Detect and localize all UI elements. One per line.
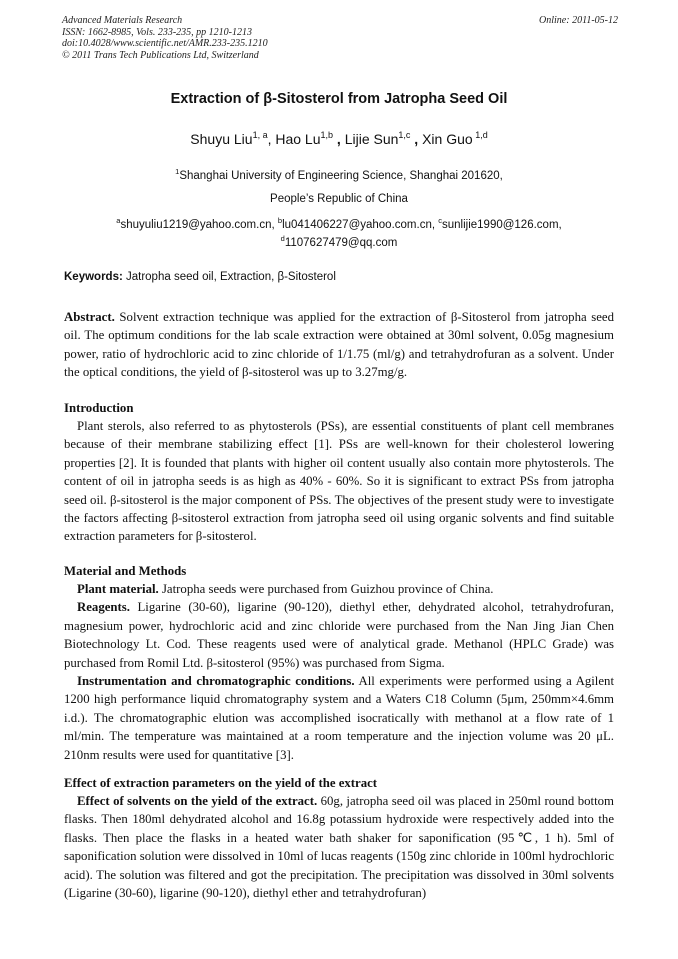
affiliation-line-1: [0, 167, 678, 182]
copyright-line: © 2011 Trans Tech Publications Ltd, Switzerland: [62, 49, 259, 61]
author-sep: ,: [267, 131, 276, 147]
abstract-text: Solvent extraction technique was applied for the extraction of β-Sitosterol from jatropha seed oil. The optimum conditions for the lab scale extraction were obtained at 30ml solvent, 0.05g magnesium power, ratio of hydrochloric acid to zinc chloride of 1/1.75 (ml/g) and tetrahydrofuran as a solvent. Under the optical conditions, the yield of β-sitosterol was up to 3.27mg/g.: [64, 310, 614, 380]
introduction-text: Plant sterols, also referred to as phytosterols (PSs), are essential constituents of plant cell membranes because of their membrane stabilizing effect [1]. PSs are well-known for their cholesterol lowering properties [2]. It is founded that plants with higher oil content usually also contain more phytosterols. The content of oil in jatropha seeds is as high as 40% - 60%. So it is significant to extract PSs from jatropha seed oil. β-sitosterol is the major component of PSs. The objectives of the present study were to investigate the factors affecting β-sitosterol extraction from jatropha seed oil using organic solvents and find suitable extraction parameters for β-sitosterol.: [64, 419, 614, 544]
email-line-1: $^a$shuyuliu1219@yahoo.com.cn, $^b$lu041406227@yahoo.com.cn, $^c$sunlijie1990@126.com,: [116, 216, 562, 231]
methods-body: [64, 580, 614, 764]
abstract: [64, 308, 614, 382]
keywords-label: Keywords:: [64, 271, 123, 283]
instrumentation-label: Instrumentation and chromatographic conditions.: [77, 674, 355, 689]
solvents-label: Effect of solvents on the yield of the extract.: [77, 794, 318, 808]
reagents-text: Ligarine (30-60), ligarine (90-120), diethyl ether, dehydrated alcohol, tetrahydrofuran, magnesium power, hydrochloric acid and zinc chloride were purchased from the Nan Jing Jian Chen Biotechnology Lt. Cod. These reagents used were of analytical grade. Methanol (HPLC Grade) was purchased from Romil Ltd. β-sitosterol (95%) was purchased from Sigma.: [64, 600, 614, 670]
author-sup: 1, a: [252, 130, 268, 140]
doi-line: doi:10.4028/www.scientific.net/AMR.233-235.1210: [62, 38, 268, 49]
email-line-2: $^d$1107627479@qq.com: [280, 234, 398, 249]
online-date: Online: 2011-05-12: [539, 15, 618, 26]
plant-material-label: Plant material.: [77, 582, 159, 596]
author-list: [0, 130, 678, 147]
methods-heading: Material and Methods: [64, 564, 187, 578]
solvents-text: 60g, jatropha seed oil was placed in 250ml round bottom flasks. Then 180ml dehydrated alcohol and 16.8g potassium hydroxide were respectively added into the flasks. Then place the flasks in a heated water bath shaker for saponification (95℃, 1 h). 5ml of saponification solution were dissolved in 10ml of lucas reagents (150g zinc chloride in 100ml hydrochloric acid). The solution was filtered and got the precipitation. The precipitation was dissolved in 30ml solvents (Ligarine (30-60), ligarine (90-120), diethyl ether and tetrahydrofuran): [64, 794, 614, 901]
introduction-body: [64, 417, 614, 546]
affiliation-line-2: People’s Republic of China: [270, 193, 408, 205]
author-sup: 1,c: [398, 130, 411, 140]
author-name: Lijie Sun: [344, 131, 399, 147]
paper-title: Extraction of β-Sitosterol from Jatropha Seed Oil: [170, 91, 508, 107]
effect-body: [64, 792, 614, 902]
plant-material-text: Jatropha seeds were purchased from Guizhou province of China.: [158, 582, 494, 596]
effect-heading: Effect of extraction parameters on the yield of the extract: [64, 776, 378, 790]
author-sep: ,: [333, 131, 345, 147]
email-c: sunlijie1990@126.com,: [442, 219, 562, 231]
affiliation-sup: 1: [175, 167, 180, 176]
instrumentation-text: All experiments were performed using a Agilent 1200 high performance liquid chromatography system and a Waters C18 Column (5μm, 250mm×4.6mm i.d.). The chromatographic elution was accomplished isocratically with methanol at a flow rate of 1 ml/min. The temperature was maintained at a room temperature and the injection volume was 20 μL. 210nm results were used for quantitative [3].: [64, 674, 614, 762]
keywords-text: Jatropha seed oil, Extraction, β-Sitosterol: [122, 271, 336, 283]
journal-name: Advanced Materials Research: [62, 15, 183, 26]
abstract-label: Abstract.: [64, 310, 115, 324]
author-name: Shuyu Liu: [190, 131, 253, 147]
keywords: [64, 271, 336, 283]
reagents-label: Reagents.: [77, 600, 130, 615]
affiliation-text: Shanghai University of Engineering Science, Shanghai 201620,: [179, 170, 503, 182]
author-sep: ,: [410, 131, 423, 147]
email-b: lu041406227@yahoo.com.cn,: [282, 219, 436, 231]
author-name: Hao Lu: [275, 131, 321, 147]
author-sup: 1,d: [472, 130, 488, 140]
introduction-heading: Introduction: [64, 401, 134, 415]
journal-header: [62, 15, 618, 61]
author-name: Xin Guo: [422, 131, 473, 147]
issn-line: ISSN: 1662-8985, Vols. 233-235, pp 1210-1213: [62, 26, 252, 38]
author-sup: 1,b: [320, 130, 334, 140]
email-d: 1107627479@qq.com: [284, 237, 398, 249]
email-a: shuyuliu1219@yahoo.com.cn,: [120, 219, 275, 231]
